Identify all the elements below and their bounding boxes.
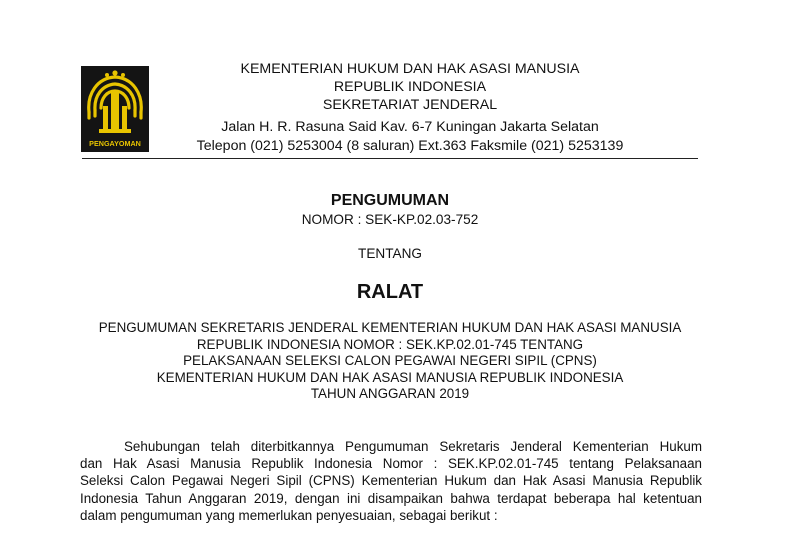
about-label: TENTANG bbox=[358, 246, 422, 261]
subject-line: KEMENTERIAN HUKUM DAN HAK ASASI MANUSIA REPUBLIK INDONESIA bbox=[156, 369, 624, 385]
letterhead-secretariat: SEKRETARIAT JENDERAL bbox=[322, 97, 498, 113]
announcement-heading: PENGUMUMAN bbox=[330, 192, 450, 209]
announcement-number: NOMOR : SEK-KP.02.03-752 bbox=[301, 212, 479, 227]
letterhead-phone: Telepon (021) 5253004 (8 saluran) Ext.363 Faksmile (021) 5253139 bbox=[196, 138, 624, 154]
body-line: dan Hak Asasi Manusia Republik Indonesia Nomor : SEK.KP.02.01-745 tentang Pelaksanaan bbox=[80, 456, 702, 472]
letterhead-republic: REPUBLIK INDONESIA bbox=[333, 79, 487, 95]
letterhead-address: Jalan H. R. Rasuna Said Kav. 6-7 Kuningan Jakarta Selatan bbox=[221, 119, 599, 135]
subject-line: PENGUMUMAN SEKRETARIS JENDERAL KEMENTERIAN HUKUM DAN HAK ASASI MANUSIA bbox=[98, 320, 682, 335]
body-line: dalam pengumuman yang memerlukan penyesuaian, sebagai berikut : bbox=[80, 507, 498, 523]
logo-caption: PENGAYOMAN bbox=[89, 139, 141, 148]
letterhead-divider bbox=[82, 158, 698, 159]
body-line: Indonesia Tahun Anggaran 2019, dengan ini disampaikan bahwa terdapat beberapa hal ketentuan bbox=[80, 490, 702, 506]
subject-line: PELAKSANAAN SELEKSI CALON PEGAWAI NEGERI SIPIL (CPNS) bbox=[183, 353, 597, 369]
body-line: Sehubungan telah diterbitkannya Pengumuman Sekretaris Jenderal Kementerian Hukum bbox=[124, 439, 702, 454]
body-line: Seleksi Calon Pegawai Negeri Sipil (CPNS) Kementerian Hukum dan Hak Asasi Manusia Republik bbox=[80, 473, 702, 489]
pengayoman-logo bbox=[81, 66, 149, 152]
letterhead-ministry: KEMENTERIAN HUKUM DAN HAK ASASI MANUSIA bbox=[240, 61, 580, 77]
subject-line: REPUBLIK INDONESIA NOMOR : SEK.KP.02.01-745 TENTANG bbox=[196, 336, 584, 352]
subject-line: TAHUN ANGGARAN 2019 bbox=[310, 386, 470, 402]
subject-block bbox=[82, 320, 698, 403]
body-paragraph bbox=[80, 438, 702, 524]
document-title: RALAT bbox=[356, 281, 424, 303]
